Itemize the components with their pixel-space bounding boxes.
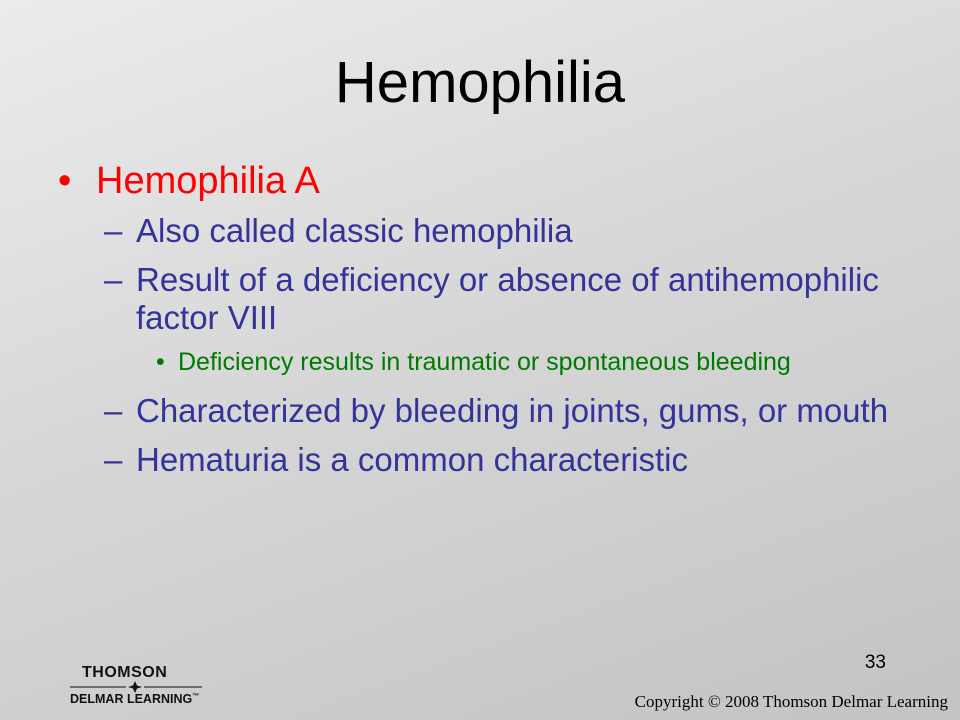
sub-item-3 (104, 392, 904, 430)
sub-item-text: Characterized by bleeding in joints, gums, or mouth (136, 392, 889, 429)
copyright-notice: Copyright © 2008 Thomson Delmar Learning (634, 692, 948, 711)
bullet-dot: • (58, 160, 72, 202)
sub-item-text: Also called classic hemophilia (136, 212, 573, 249)
sub-sub-item-text: Deficiency results in traumatic or spontaneous bleeding (178, 348, 791, 376)
sub-item-text: Result of a deficiency or absence of antihemophilic factor VIII (136, 261, 879, 336)
bullet-text: Hemophilia A (96, 160, 320, 202)
slide-title: Hemophilia (334, 50, 626, 115)
sub-bullet-list (104, 212, 904, 490)
logo-bottom-text: DELMAR LEARNING™ (70, 692, 200, 706)
sub-item-text: Hematuria is a common characteristic (136, 441, 689, 478)
bullet-hemophilia-a (58, 158, 320, 204)
dash-marker: – (104, 441, 123, 478)
dash-marker: – (104, 392, 123, 429)
sub-item-4 (104, 441, 904, 479)
sub-item-2 (104, 261, 904, 337)
dash-marker: – (104, 212, 123, 249)
sub-sub-item (156, 346, 904, 378)
bullet-dot: • (156, 348, 165, 376)
logo-top-text: THOMSON (82, 664, 168, 681)
dash-marker: – (104, 261, 123, 298)
thomson-delmar-logo (70, 664, 210, 708)
page-number: 33 (864, 652, 886, 673)
sub-item-1 (104, 212, 904, 250)
